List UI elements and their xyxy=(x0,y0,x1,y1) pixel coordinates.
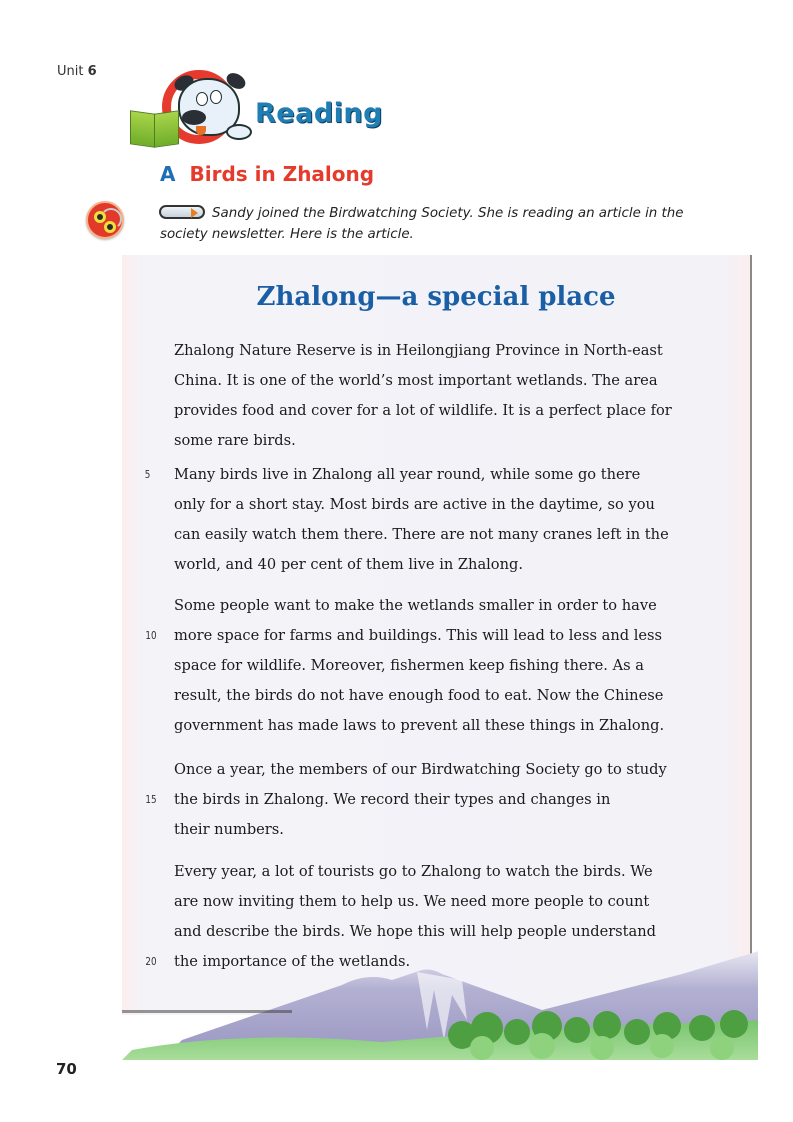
article-line: more space for farms and buildings. This will lead to less and less xyxy=(174,627,662,644)
headphones-audio-icon[interactable] xyxy=(86,201,124,239)
reading-banner xyxy=(122,68,382,158)
paragraph-1 xyxy=(174,336,734,456)
unit-number: 6 xyxy=(87,64,97,79)
article-line: government has made laws to prevent all these things in Zhalong. xyxy=(174,717,665,734)
paragraph-3 xyxy=(145,591,734,741)
article-line: only for a short stay. Most birds are active in the daytime, so you xyxy=(174,496,655,513)
banner-label: Reading xyxy=(255,98,383,129)
article-line: result, the birds do not have enough food to eat. Now the Chinese xyxy=(174,687,664,704)
unit-prefix: Unit xyxy=(57,64,84,79)
article-line: world, and 40 per cent of them live in Zhalong. xyxy=(174,556,523,573)
article-line: Every year, a lot of tourists go to Zhalong to watch the birds. We xyxy=(174,863,653,880)
intro-line-1: Sandy joined the Birdwatching Society. She is reading an article in the xyxy=(212,206,684,221)
article-line: their numbers. xyxy=(174,821,284,838)
line-number: 15 xyxy=(145,793,157,806)
line-number: 20 xyxy=(145,955,157,968)
article-line: Zhalong Nature Reserve is in Heilongjiang Province in North-east xyxy=(174,342,663,359)
page-number: 70 xyxy=(56,1060,77,1078)
article-line: Many birds live in Zhalong all year round, while some go there xyxy=(174,466,641,483)
paragraph-2 xyxy=(144,460,734,580)
article-line: China. It is one of the world’s most important wetlands. The area xyxy=(174,372,658,389)
article-line: Some people want to make the wetlands smaller in order to have xyxy=(174,597,657,614)
intro-line-2: society newsletter. Here is the article. xyxy=(160,227,414,242)
unit-label xyxy=(57,64,97,79)
article-line: can easily watch them there. There are not many cranes left in the xyxy=(174,526,669,543)
line-number: 10 xyxy=(145,629,157,642)
article-line: the birds in Zhalong. We record their types and changes in xyxy=(174,791,611,808)
article-title: Zhalong—a special place xyxy=(256,282,616,312)
paragraph-4 xyxy=(145,755,734,845)
article-line: some rare birds. xyxy=(174,432,296,449)
article-line: Once a year, the members of our Birdwatching Society go to study xyxy=(174,761,667,778)
article-line: and describe the birds. We hope this will help people understand xyxy=(174,923,656,940)
section-letter: A xyxy=(160,162,176,186)
article-line: are now inviting them to help us. We need more people to count xyxy=(174,893,650,910)
section-title-text: Birds in Zhalong xyxy=(189,162,375,186)
section-title xyxy=(160,162,374,186)
paragraph-5 xyxy=(145,857,734,977)
book-icon xyxy=(130,112,180,148)
article-line: space for wildlife. Moreover, fishermen keep fishing there. As a xyxy=(174,657,644,674)
intro-text xyxy=(160,203,740,245)
line-number: 5 xyxy=(144,468,151,481)
article-line: the importance of the wetlands. xyxy=(174,953,411,970)
article-line: provides food and cover for a lot of wildlife. It is a perfect place for xyxy=(174,402,672,419)
